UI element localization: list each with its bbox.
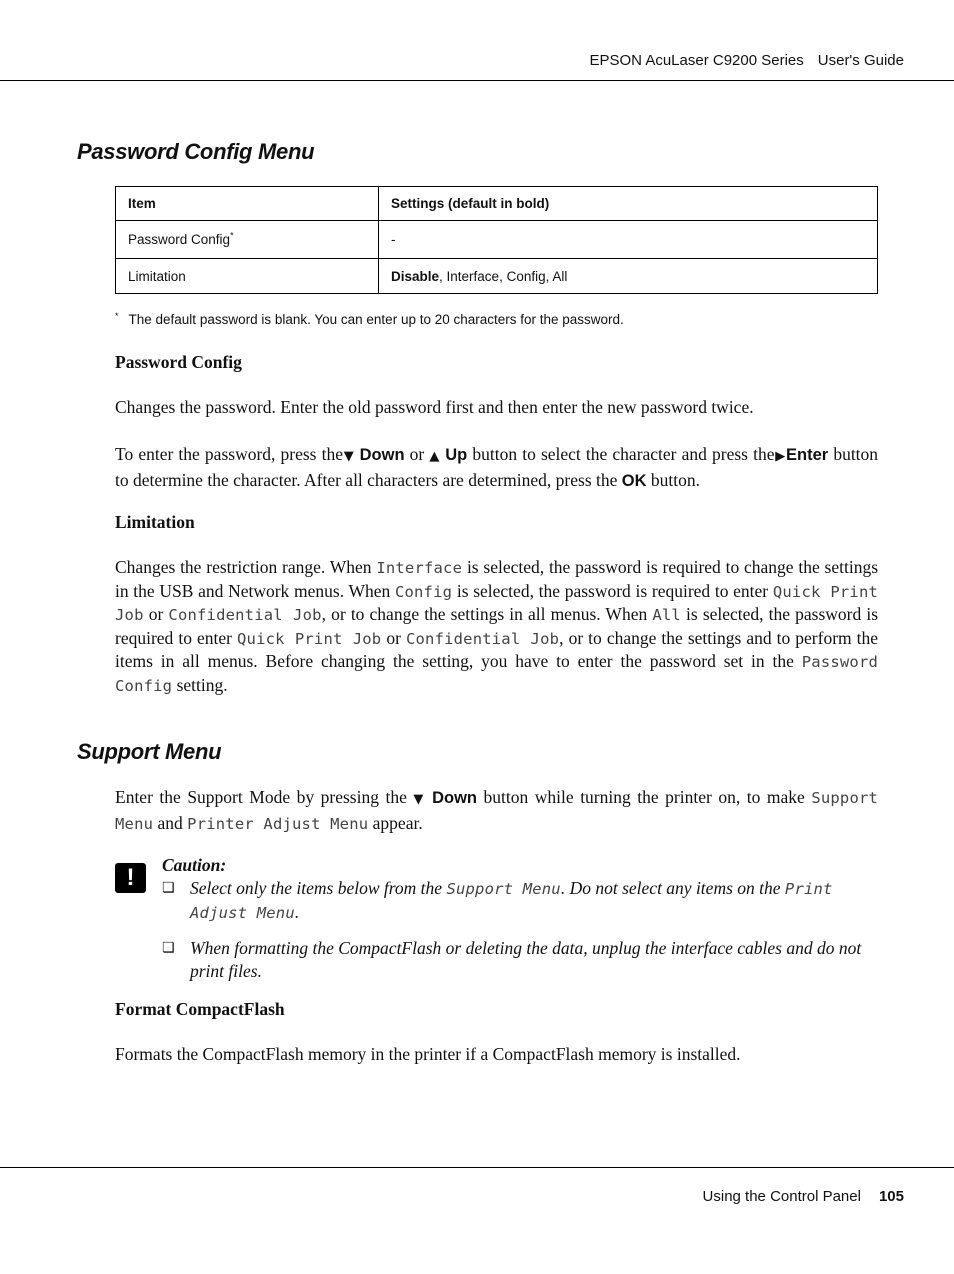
section-title-password-config-menu: Password Config Menu [77, 139, 315, 164]
caution-list-item: ❏ Select only the items below from the Support Menu. Do not select any items on the Print Adjust Menu. [162, 878, 833, 922]
password-config-paragraph-2: To enter the password, press the▼ Down or ▲ Up button to select the character and press the▶Enter button to determine the character. After all characters are determined, press the OK button. [115, 444, 879, 490]
triangle-up-icon: ▲ [429, 449, 441, 464]
table-header-row [116, 187, 878, 221]
caution-list-item: ❏ When formatting the CompactFlash or deleting the data, unplug the interface cables and do not print files. [162, 938, 862, 981]
enter-button-label: Enter [786, 446, 829, 464]
menu-value-printer-adjust-menu: Printer Adjust Menu [187, 814, 369, 833]
menu-value-support-menu: Support Menu [446, 880, 561, 898]
subheading-format-compactflash: Format CompactFlash [115, 999, 285, 1019]
down-button-label: Down [432, 789, 478, 807]
password-config-table [115, 186, 878, 294]
triangle-right-icon: ▶ [774, 449, 786, 464]
menu-value-config: Config [394, 582, 453, 601]
menu-value-support-menu: Support Menu [115, 789, 879, 833]
page-footer [703, 1188, 904, 1205]
triangle-down-icon: ▼ [413, 792, 426, 807]
table-cell-item: Password Config* [116, 221, 379, 259]
format-compactflash-paragraph: Formats the CompactFlash memory in the printer if a CompactFlash memory is installed. [115, 1044, 741, 1064]
page-number: 105 [878, 1188, 904, 1205]
menu-value-all: All [652, 606, 681, 624]
caution-title: Caution: [162, 855, 227, 875]
header-rule [0, 80, 954, 81]
menu-value-confidential-job: Confidential Job [405, 629, 560, 648]
footnote-mark: * [230, 230, 234, 241]
section-title-support-menu: Support Menu [77, 739, 222, 764]
up-button-label: Up [445, 446, 468, 464]
table-header-settings: Settings (default in bold) [379, 187, 878, 221]
table-row [116, 221, 878, 259]
table-cell-item: Limitation [116, 259, 379, 294]
password-config-paragraph-1: Changes the password. Enter the old password first and then enter the new password twice. [115, 397, 754, 417]
support-intro-paragraph: Enter the Support Mode by pressing the ▼ Down button while turning the printer on, to make Support Menu and Printer Adjust Menu appear. [115, 787, 879, 833]
table-cell-setting: Disable, Interface, Config, All [379, 259, 878, 294]
table-header-item: Item [116, 187, 379, 221]
triangle-down-icon: ▼ [343, 449, 355, 464]
menu-value-print-adjust-menu: Print Adjust Menu [190, 880, 833, 922]
header-product: EPSON AcuLaser C9200 Series [589, 52, 804, 69]
table-cell-setting: - [379, 221, 878, 259]
page-header [589, 52, 904, 69]
menu-value-quick-print-job: Quick Print Job [115, 582, 879, 624]
table-footnote: * The default password is blank. You can enter up to 20 characters for the password. [115, 310, 624, 327]
table-row [116, 259, 878, 294]
down-button-label: Down [359, 446, 405, 464]
menu-value-confidential-job: Confidential Job [168, 606, 322, 624]
menu-value-password-config: Password Config [115, 653, 879, 695]
checkbox-bullet-icon: ❏ [162, 880, 175, 896]
menu-value-interface: Interface [376, 559, 463, 577]
footer-section: Using the Control Panel [702, 1188, 861, 1205]
header-guide: User's Guide [817, 52, 904, 69]
checkbox-bullet-icon: ❏ [162, 940, 175, 956]
subheading-password-config: Password Config [115, 352, 242, 372]
ok-button-label: OK [621, 471, 647, 490]
menu-value-quick-print-job: Quick Print Job [237, 629, 382, 648]
subheading-limitation: Limitation [115, 512, 195, 532]
caution-icon: ! [115, 863, 146, 893]
limitation-paragraph: Changes the restriction range. When Interface is selected, the password is required to change the settings in the USB and Network menus. When Config is selected, the password is required to enter Quick Print Job or Confidential Job, or to change the settings in all menus. When All is selected, the password is required to enter Quick Print Job or Confidential Job, or to change the settings and to perform the items in all menus. Before changing the setting, you have to enter the password set in the Password Config setting. [115, 557, 879, 695]
footer-rule [0, 1167, 954, 1168]
